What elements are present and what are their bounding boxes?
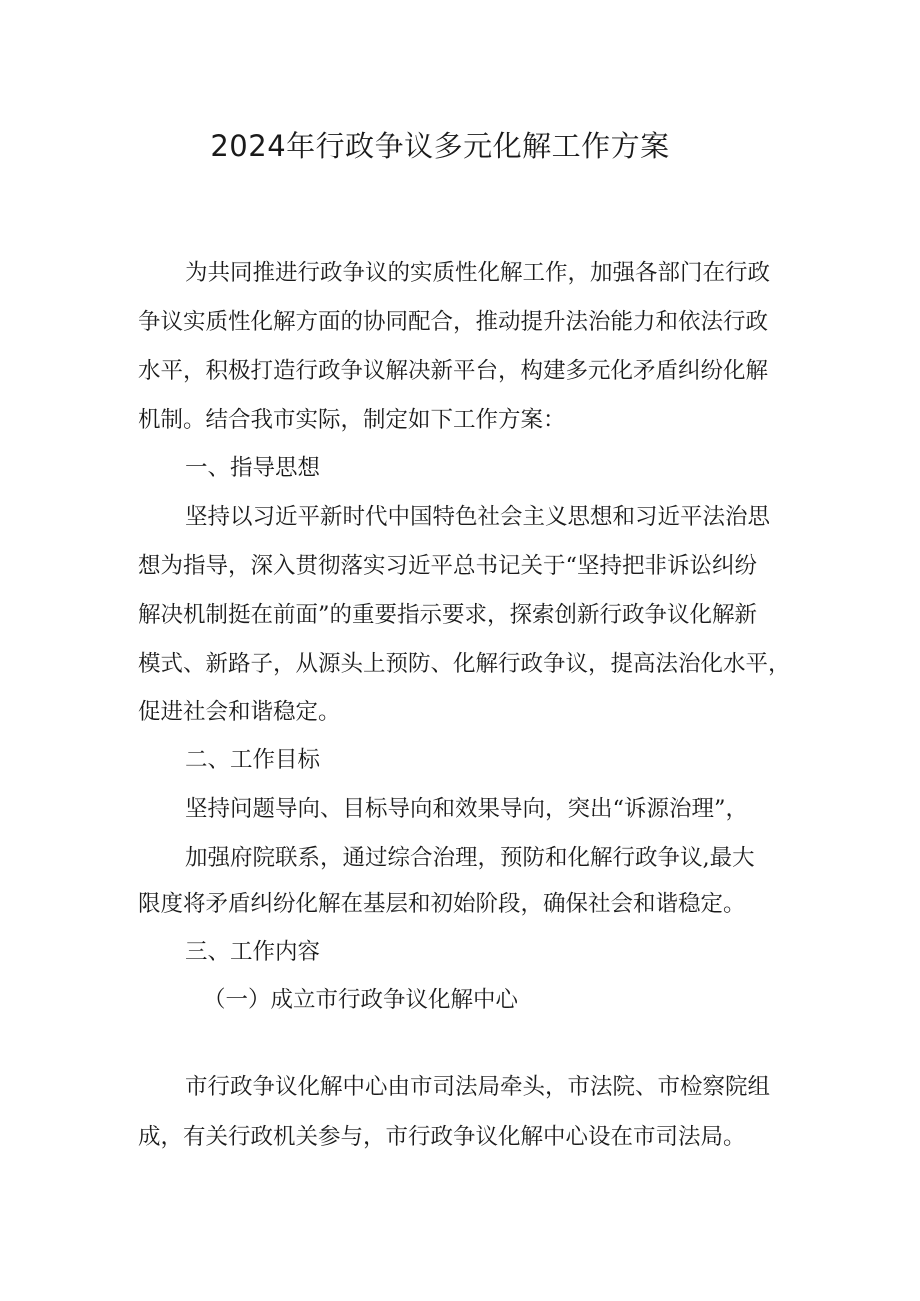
guiding-paragraph-line-1: 坚持以习近平新时代中国特色社会主义思想和习近平法治思 bbox=[185, 504, 771, 530]
goals-paragraph-line-3: 限度将矛盾纠纷化解在基层和初始阶段，确保社会和谐稳定。 bbox=[138, 891, 746, 917]
content-paragraph-line-1: 市行政争议化解中心由市司法局牵头，市法院、市检察院组 bbox=[185, 1074, 771, 1100]
document-title: 2024年行政争议多元化解工作方案 bbox=[210, 129, 670, 163]
guiding-paragraph-line-4: 模式、新路子，从源头上预防、化解行政争议，提高法治化水平， bbox=[138, 651, 791, 677]
intro-paragraph-line-2: 争议实质性化解方面的协同配合，推动提升法治能力和依法行政 bbox=[138, 309, 769, 335]
goals-paragraph-line-2: 加强府院联系，通过综合治理，预防和化解行政争议,最大 bbox=[185, 845, 755, 871]
guiding-paragraph-line-5: 促进社会和谐稳定。 bbox=[138, 699, 341, 725]
subsection-heading-1: （一）成立市行政争议化解中心 bbox=[203, 987, 519, 1013]
section-heading-work-content: 三、工作内容 bbox=[185, 939, 321, 965]
intro-paragraph-line-3: 水平，积极打造行政争议解决新平台，构建多元化矛盾纠纷化解 bbox=[138, 358, 769, 384]
content-paragraph-line-2: 成，有关行政机关参与，市行政争议化解中心设在市司法局。 bbox=[138, 1124, 746, 1150]
goals-paragraph-line-1: 坚持问题导向、目标导向和效果导向，突出“诉源治理”， bbox=[185, 796, 749, 822]
section-heading-work-goals: 二、工作目标 bbox=[185, 747, 321, 773]
intro-paragraph-line-4: 机制。结合我市实际，制定如下工作方案： bbox=[138, 407, 566, 433]
guiding-paragraph-line-2: 想为指导，深入贯彻落实习近平总书记关于“坚持把非诉讼纠纷 bbox=[138, 553, 758, 579]
section-heading-guiding-ideology: 一、指导思想 bbox=[185, 455, 321, 481]
guiding-paragraph-line-3: 解决机制挺在前面”的重要指示要求，探索创新行政争议化解新 bbox=[138, 602, 758, 628]
intro-paragraph-line-1: 为共同推进行政争议的实质性化解工作，加强各部门在行政 bbox=[185, 260, 771, 286]
